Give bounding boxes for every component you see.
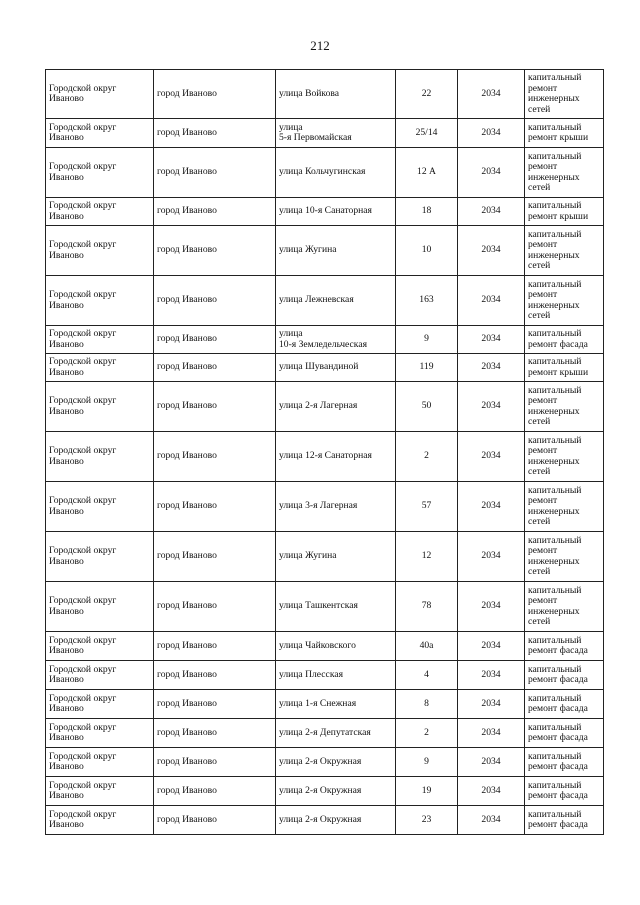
work-type-cell: капитальный ремонт инженерных сетей [525,276,604,326]
house-cell: 163 [396,276,458,326]
table-row [46,70,604,119]
city-cell: город Иваново [154,690,276,719]
house-cell: 2 [396,719,458,748]
okrug-cell: Городской округ Иваново [46,748,154,777]
work-type-cell: капитальный ремонт инженерных сетей [525,226,604,276]
street-cell: улица Кольчугинская [276,148,396,198]
house-cell: 19 [396,777,458,806]
year-cell: 2034 [458,690,525,719]
work-type-cell: капитальный ремонт инженерных сетей [525,582,604,632]
street-cell: улица 2-я Депутатская [276,719,396,748]
year-cell: 2034 [458,382,525,432]
okrug-cell: Городской округ Иваново [46,719,154,748]
okrug-cell: Городской округ Иваново [46,354,154,382]
table-row [46,532,604,582]
city-cell: город Иваново [154,119,276,148]
street-cell: улица 2-я Окружная [276,777,396,806]
street-cell: улица 3-я Лагерная [276,482,396,532]
street-cell: улица 5-я Первомайская [276,119,396,148]
table-row [46,432,604,482]
okrug-cell: Городской округ Иваново [46,777,154,806]
table-row [46,482,604,532]
house-cell: 119 [396,354,458,382]
year-cell: 2034 [458,748,525,777]
page-number: 212 [310,38,330,53]
city-cell: город Иваново [154,582,276,632]
work-type-cell: капитальный ремонт фасада [525,806,604,835]
street-cell: улица Жугина [276,532,396,582]
work-type-cell: капитальный ремонт инженерных сетей [525,482,604,532]
year-cell: 2034 [458,432,525,482]
house-cell: 9 [396,326,458,354]
work-type-cell: капитальный ремонт инженерных сетей [525,382,604,432]
table-row [46,806,604,835]
year-cell: 2034 [458,148,525,198]
okrug-cell: Городской округ Иваново [46,532,154,582]
okrug-cell: Городской округ Иваново [46,482,154,532]
okrug-cell: Городской округ Иваново [46,70,154,119]
city-cell: город Иваново [154,748,276,777]
work-type-cell: капитальный ремонт фасада [525,748,604,777]
city-cell: город Иваново [154,326,276,354]
city-cell: город Иваново [154,632,276,661]
year-cell: 2034 [458,276,525,326]
house-cell: 12 [396,532,458,582]
table-row [46,382,604,432]
house-cell: 9 [396,748,458,777]
table-row [46,226,604,276]
street-cell: улица 1-я Снежная [276,690,396,719]
street-cell: улица 2-я Окружная [276,748,396,777]
house-cell: 18 [396,198,458,226]
city-cell: город Иваново [154,354,276,382]
table-row [46,198,604,226]
year-cell: 2034 [458,119,525,148]
year-cell: 2034 [458,777,525,806]
street-cell: улица 12-я Санаторная [276,432,396,482]
okrug-cell: Городской округ Иваново [46,148,154,198]
street-cell: улица 10-я Земледельческая [276,326,396,354]
street-cell: улица Лежневская [276,276,396,326]
house-cell: 12 А [396,148,458,198]
house-cell: 57 [396,482,458,532]
city-cell: город Иваново [154,276,276,326]
street-cell: улица Жугина [276,226,396,276]
work-type-cell: капитальный ремонт инженерных сетей [525,148,604,198]
city-cell: город Иваново [154,661,276,690]
house-cell: 40а [396,632,458,661]
work-type-cell: капитальный ремонт крыши [525,198,604,226]
okrug-cell: Городской округ Иваново [46,661,154,690]
city-cell: город Иваново [154,432,276,482]
table-row [46,632,604,661]
okrug-cell: Городской округ Иваново [46,382,154,432]
okrug-cell: Городской округ Иваново [46,432,154,482]
house-cell: 2 [396,432,458,482]
okrug-cell: Городской округ Иваново [46,276,154,326]
house-cell: 10 [396,226,458,276]
street-cell: улица 2-я Лагерная [276,382,396,432]
street-cell: улица 10-я Санаторная [276,198,396,226]
work-type-cell: капитальный ремонт инженерных сетей [525,532,604,582]
year-cell: 2034 [458,482,525,532]
okrug-cell: Городской округ Иваново [46,326,154,354]
work-type-cell: капитальный ремонт фасада [525,719,604,748]
city-cell: город Иваново [154,198,276,226]
table-row [46,326,604,354]
year-cell: 2034 [458,226,525,276]
city-cell: город Иваново [154,719,276,748]
work-type-cell: капитальный ремонт фасада [525,690,604,719]
work-type-cell: капитальный ремонт инженерных сетей [525,432,604,482]
table-row [46,148,604,198]
work-type-cell: капитальный ремонт фасада [525,632,604,661]
street-cell: улица 2-я Окружная [276,806,396,835]
house-cell: 25/14 [396,119,458,148]
city-cell: город Иваново [154,148,276,198]
okrug-cell: Городской округ Иваново [46,226,154,276]
year-cell: 2034 [458,632,525,661]
work-type-cell: капитальный ремонт инженерных сетей [525,70,604,119]
work-type-cell: капитальный ремонт фасада [525,326,604,354]
year-cell: 2034 [458,354,525,382]
table-row [46,748,604,777]
house-cell: 78 [396,582,458,632]
street-cell: улица Плесская [276,661,396,690]
year-cell: 2034 [458,326,525,354]
city-cell: город Иваново [154,382,276,432]
year-cell: 2034 [458,582,525,632]
okrug-cell: Городской округ Иваново [46,690,154,719]
repair-schedule-table [45,69,604,835]
work-type-cell: капитальный ремонт крыши [525,354,604,382]
okrug-cell: Городской округ Иваново [46,582,154,632]
table-row [46,719,604,748]
house-cell: 4 [396,661,458,690]
city-cell: город Иваново [154,482,276,532]
okrug-cell: Городской округ Иваново [46,198,154,226]
table-row [46,690,604,719]
year-cell: 2034 [458,198,525,226]
year-cell: 2034 [458,532,525,582]
okrug-cell: Городской округ Иваново [46,119,154,148]
house-cell: 8 [396,690,458,719]
work-type-cell: капитальный ремонт фасада [525,777,604,806]
city-cell: город Иваново [154,806,276,835]
okrug-cell: Городской округ Иваново [46,632,154,661]
table-row [46,777,604,806]
work-type-cell: капитальный ремонт фасада [525,661,604,690]
table-row [46,119,604,148]
table-row [46,354,604,382]
table-row [46,582,604,632]
house-cell: 23 [396,806,458,835]
year-cell: 2034 [458,70,525,119]
city-cell: город Иваново [154,226,276,276]
year-cell: 2034 [458,719,525,748]
city-cell: город Иваново [154,70,276,119]
street-cell: улица Ташкентская [276,582,396,632]
street-cell: улица Войкова [276,70,396,119]
house-cell: 22 [396,70,458,119]
work-type-cell: капитальный ремонт крыши [525,119,604,148]
city-cell: город Иваново [154,532,276,582]
house-cell: 50 [396,382,458,432]
year-cell: 2034 [458,806,525,835]
street-cell: улица Шувандиной [276,354,396,382]
city-cell: город Иваново [154,777,276,806]
okrug-cell: Городской округ Иваново [46,806,154,835]
year-cell: 2034 [458,661,525,690]
table-row [46,276,604,326]
table-row [46,661,604,690]
street-cell: улица Чайковского [276,632,396,661]
